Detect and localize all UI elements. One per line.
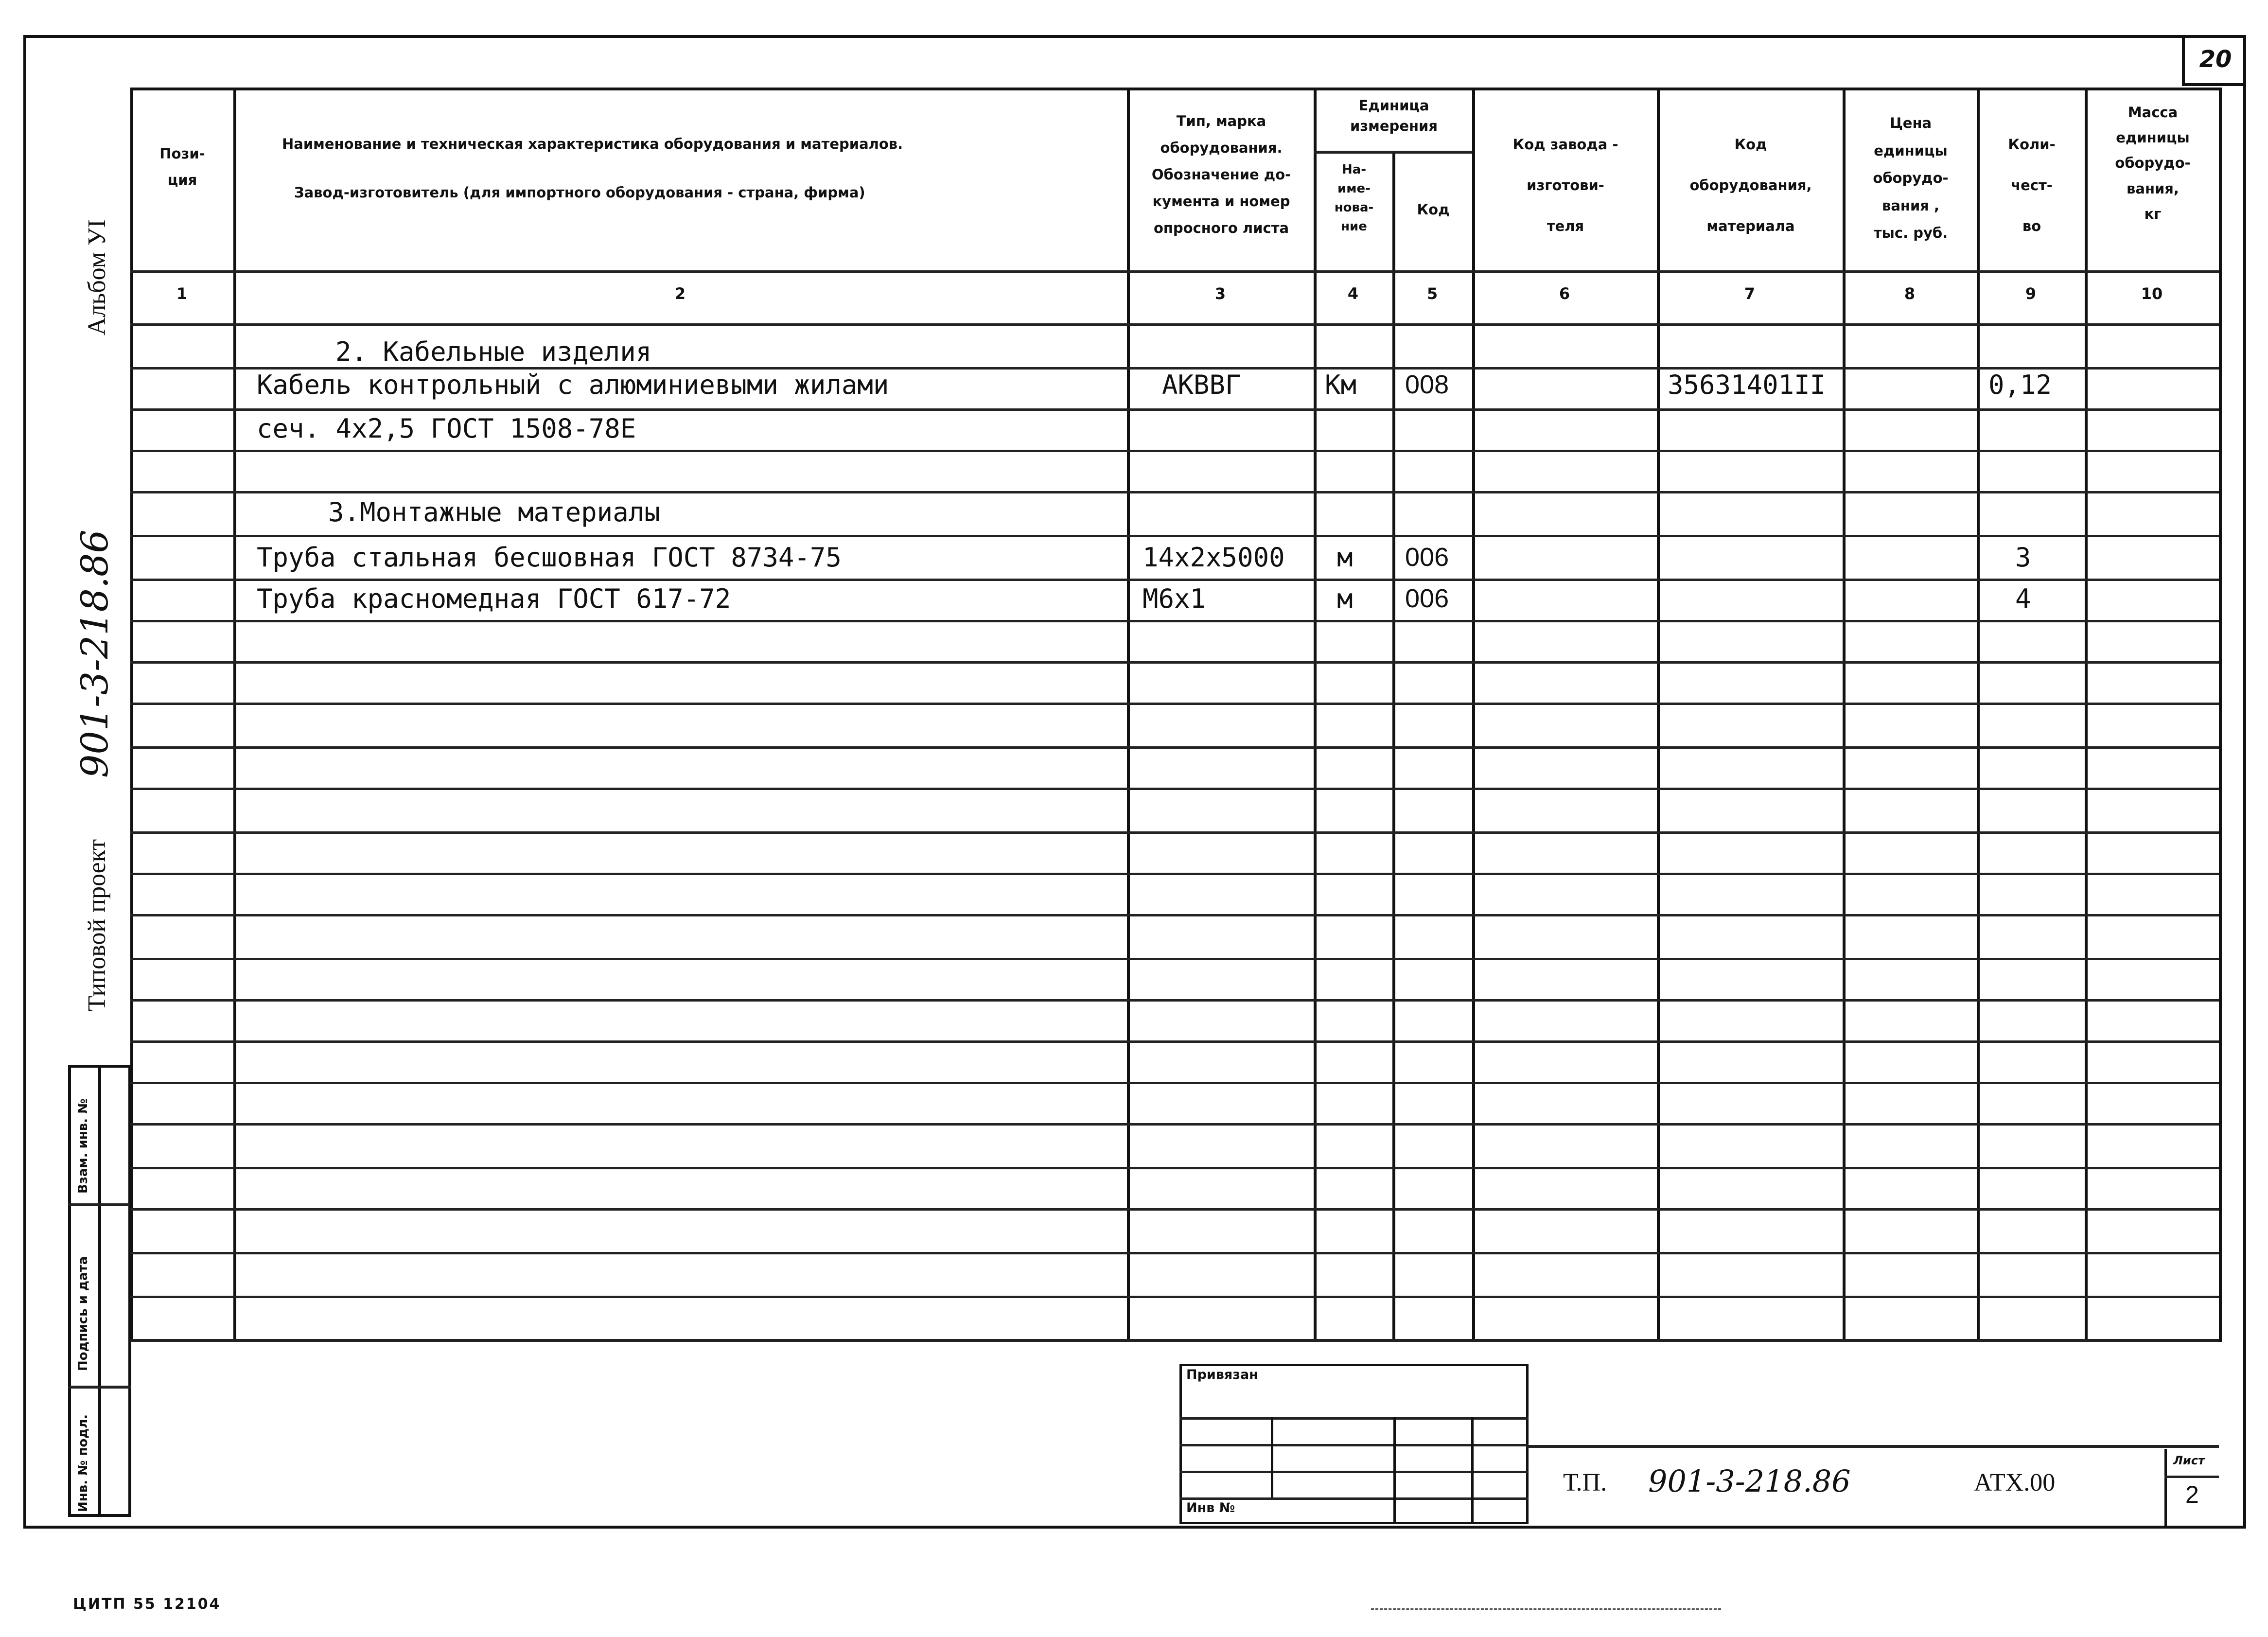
- project-label: Типовой проект: [83, 839, 111, 1011]
- table-bottom-rule: [130, 1339, 2219, 1342]
- row-unit: м: [1337, 583, 1353, 614]
- col-divider: [1843, 88, 1846, 1342]
- privyazan-rule: [1179, 1444, 1529, 1446]
- row-name: Труба красномедная ГОСТ 617-72: [257, 583, 731, 614]
- col-divider: [1127, 88, 1130, 1342]
- col-number: 10: [2141, 284, 2163, 303]
- privyazan-divider: [1471, 1417, 1474, 1524]
- unit-group-rule: [1314, 151, 1472, 154]
- col-number: 8: [1904, 284, 1916, 303]
- header-position: Пози- ция: [159, 145, 205, 188]
- col-divider: [1977, 88, 1980, 1342]
- col-number: 6: [1559, 284, 1570, 303]
- col-divider: [233, 88, 236, 1342]
- header-unit-code: Код: [1417, 201, 1450, 218]
- sheet-value: 2: [2185, 1481, 2199, 1508]
- privyazan-rule: [1179, 1471, 1529, 1473]
- side-stamp-divider: [98, 1065, 101, 1517]
- side-stamp-rule: [68, 1203, 131, 1206]
- row-quantity: 0,12: [1988, 370, 2052, 400]
- row-unit-code: 006: [1405, 543, 1449, 572]
- col-number: 3: [1214, 284, 1226, 303]
- section-title-materials: 3.Монтажные материалы: [328, 497, 660, 528]
- stamp-label-replacement: Взам. инв. №: [76, 1098, 90, 1194]
- header-mass: Масса единицы оборудо- вания, кг: [2115, 104, 2191, 222]
- col-number: 7: [1744, 284, 1756, 303]
- privyazan-label: Привязан: [1186, 1367, 1258, 1382]
- inventory-number-label: Инв №: [1186, 1500, 1235, 1515]
- header-plant-code: Код завода - изготови- теля: [1512, 136, 1618, 235]
- sheet-number: 20: [2182, 35, 2246, 86]
- title-top-rule: [1527, 1445, 2219, 1448]
- header-unit-group: Единица измерения: [1350, 97, 1438, 135]
- row-name-continued: сеч. 4х2,5 ГОСТ 1508-78Е: [257, 413, 636, 444]
- row-unit: м: [1337, 542, 1353, 573]
- row-type: АКВВГ: [1162, 370, 1241, 400]
- row-unit-code: 006: [1405, 584, 1449, 613]
- header-name-line2: Завод-изготовитель (для импортного оборудования - страна, фирма): [294, 184, 865, 201]
- col-divider: [1472, 88, 1475, 1342]
- album-label: Альбом УI: [83, 219, 111, 335]
- privyazan-rule: [1179, 1417, 1529, 1420]
- col-divider: [1314, 88, 1317, 1342]
- row-type: М6х1: [1143, 583, 1206, 614]
- row-quantity: 4: [2015, 583, 2031, 614]
- header-price: Цена единицы оборудо- вания , тыс. руб.: [1873, 115, 1949, 242]
- footer-code: ЦИТП 55 12104: [73, 1596, 221, 1613]
- row-material-code: 35631401II: [1668, 370, 1826, 400]
- header-quantity: Коли- чест- во: [2008, 136, 2056, 235]
- col-number: 2: [674, 284, 686, 303]
- side-stamp-rule: [68, 1386, 131, 1389]
- row-name: Кабель контрольный с алюминиевыми жилами: [257, 370, 889, 400]
- sheet-label: Лист: [2173, 1454, 2205, 1467]
- stamp-label-signature: Подпись и дата: [76, 1256, 90, 1371]
- header-rule: [130, 270, 2219, 273]
- number-row-rule: [130, 323, 2219, 326]
- project-code-handwritten: 901-3-218.86: [73, 529, 116, 778]
- doc-mark: АТХ.00: [1974, 1469, 2056, 1496]
- row-quantity: 3: [2015, 542, 2031, 573]
- row-unit: Км: [1325, 370, 1357, 400]
- row-name: Труба стальная бесшовная ГОСТ 8734-75: [257, 542, 842, 573]
- col-divider: [2085, 88, 2088, 1342]
- privyazan-divider: [1271, 1417, 1273, 1497]
- tp-prefix: Т.П.: [1563, 1469, 1607, 1496]
- header-unit-name: На- име- нова- ние: [1334, 162, 1374, 234]
- table-border: [130, 88, 2219, 1342]
- header-type: Тип, марка оборудования. Обозначение до- кумента и номер опросного листа: [1151, 113, 1291, 237]
- section-title-cables: 2. Кабельные изделия: [335, 336, 652, 367]
- col-number: 9: [2025, 284, 2037, 303]
- privyazan-divider: [1393, 1417, 1396, 1524]
- header-material-code: Код оборудования, материала: [1689, 136, 1812, 235]
- row-unit-code: 008: [1405, 370, 1449, 399]
- col-divider: [2219, 88, 2222, 1342]
- stamp-label-inventory: Инв. № подл.: [76, 1414, 90, 1512]
- privyazan-rule: [1179, 1497, 1529, 1500]
- col-divider: [1657, 88, 1660, 1342]
- row-type: 14х2х5000: [1143, 542, 1285, 573]
- col-number: 5: [1426, 284, 1438, 303]
- col-number: 1: [176, 284, 188, 303]
- header-name-line1: Наименование и техническая характеристика оборудования и материалов.: [282, 136, 903, 152]
- footer-rule: [1371, 1608, 1721, 1610]
- col-number: 4: [1347, 284, 1359, 303]
- doc-code-handwritten: 901-3-218.86: [1648, 1463, 1851, 1499]
- sheet-box-rule: [2164, 1476, 2219, 1478]
